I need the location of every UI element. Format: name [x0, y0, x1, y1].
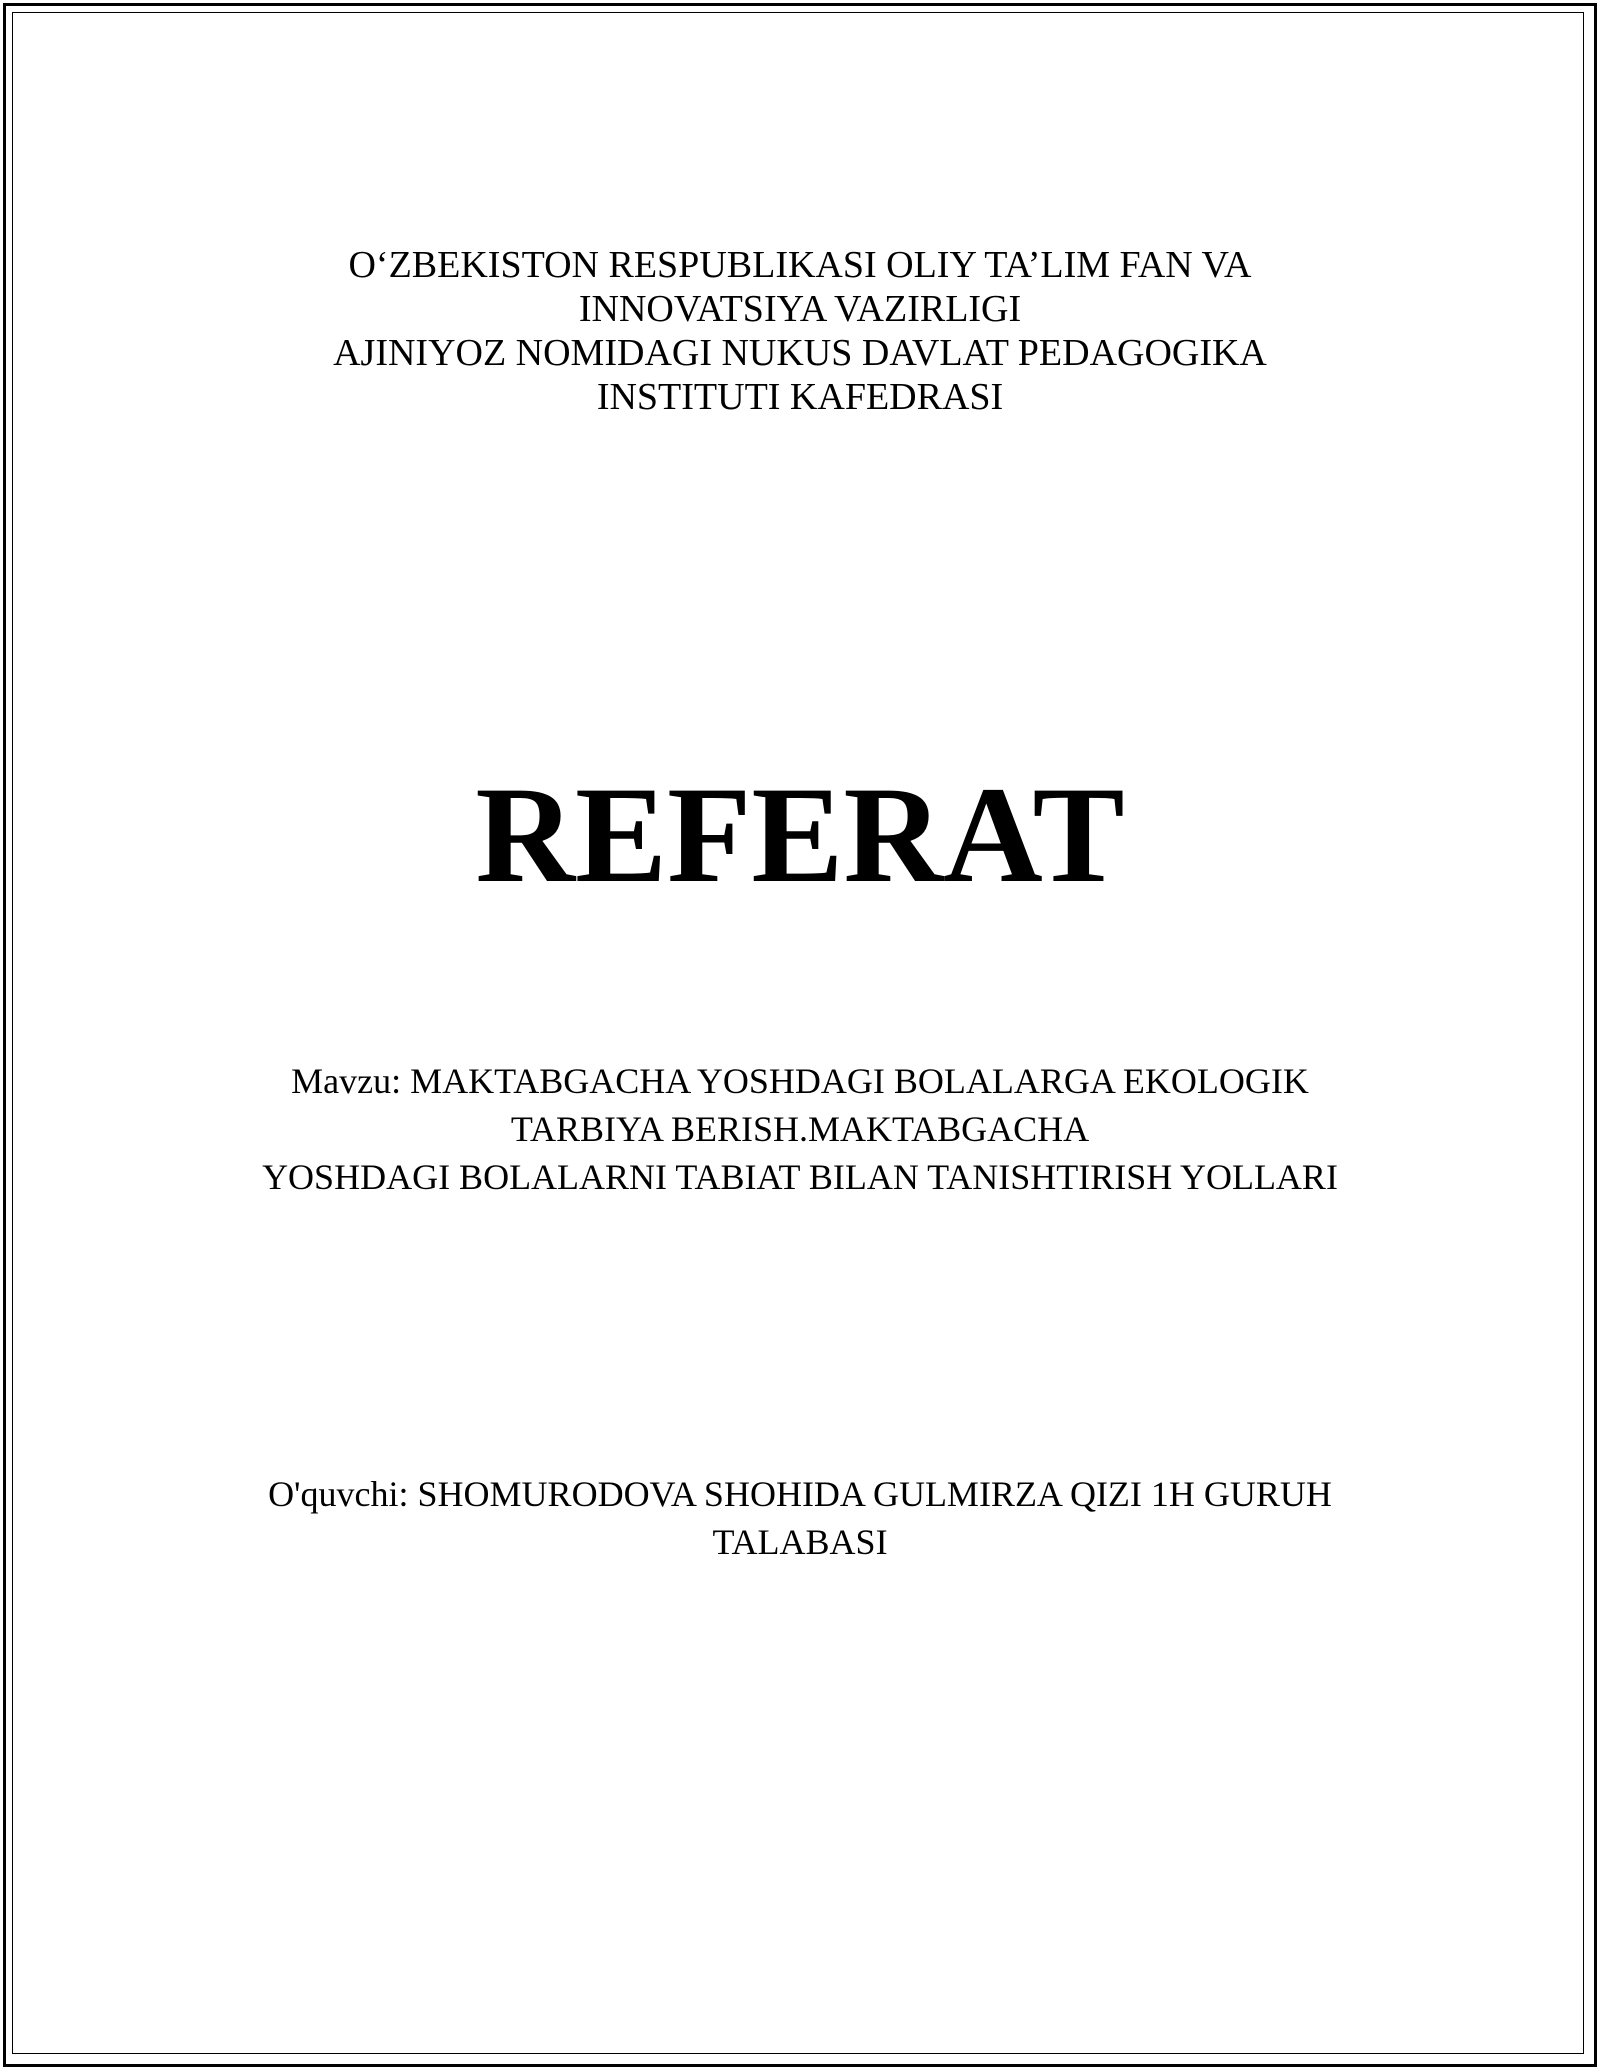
header-line: O‘ZBEKISTON RESPUBLIKASI OLIY TA’LIM FAN VA: [348, 244, 1252, 286]
header-line: INSTITUTI KAFEDRASI: [596, 376, 1004, 418]
topic-line: YOSHDAGI BOLALARNI TABIAT BILAN TANISHTIRISH YOLLARI: [262, 1157, 1338, 1197]
document-title: REFERAT: [475, 758, 1125, 911]
topic-line: TARBIYA BERISH.MAKTABGACHA: [510, 1109, 1090, 1149]
student-block: [0, 1470, 1600, 1566]
topic-line: Mavzu: MAKTABGACHA YOSHDAGI BOLALARGA EKOLOGIK: [291, 1061, 1309, 1101]
header-line: AJINIYOZ NOMIDAGI NUKUS DAVLAT PEDAGOGIKA: [333, 332, 1267, 374]
student-line: O'quvchi: SHOMURODOVA SHOHIDA GULMIRZA QIZI 1H GURUH: [268, 1474, 1332, 1514]
header-line: INNOVATSIYA VAZIRLIGI: [578, 288, 1022, 330]
institution-header: [0, 243, 1600, 419]
student-line: TALABASI: [712, 1522, 888, 1562]
topic-block: [0, 1057, 1600, 1201]
